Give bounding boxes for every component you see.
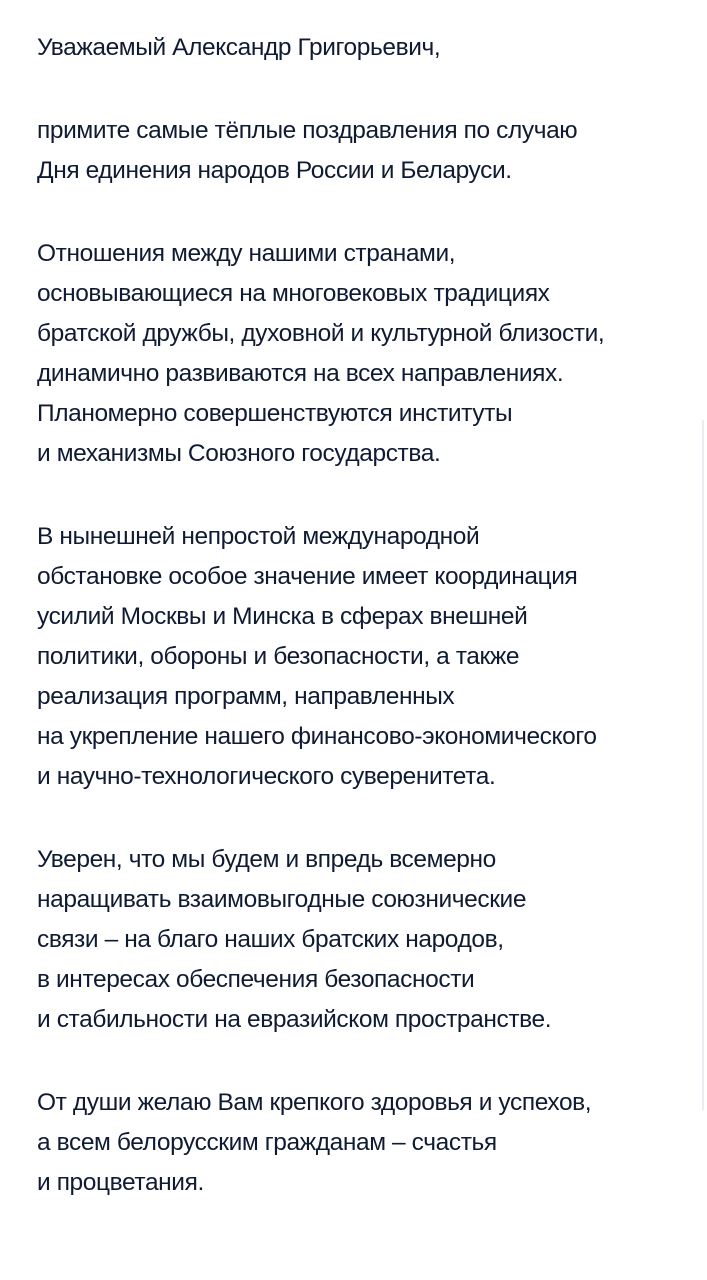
paragraph-gap <box>37 68 697 111</box>
text-line: реализация программ, направленных <box>37 683 455 710</box>
text-line: Дня единения народов России и Беларуси. <box>37 157 512 184</box>
letter-greeting: Уважаемый Александр Григорьевич, <box>37 34 441 61</box>
paragraph-gap <box>37 1040 697 1083</box>
text-line: и механизмы Союзного государства. <box>37 440 441 467</box>
text-line: примите самые тёплые поздравления по случаю <box>37 117 578 144</box>
text-line: на укрепление нашего финансово-экономического <box>37 723 597 750</box>
text-line: братской дружбы, духовной и культурной близости, <box>37 320 605 347</box>
paragraph-gap <box>37 474 697 517</box>
text-line: а всем белорусским гражданам – счастья <box>37 1129 497 1156</box>
text-line: и процветания. <box>37 1169 204 1196</box>
text-line: Отношения между нашими странами, <box>37 240 456 267</box>
text-line: В нынешней непростой международной <box>37 523 480 550</box>
paragraph-coordination <box>37 517 697 797</box>
paragraph-gap <box>37 191 697 234</box>
text-line: и стабильности на евразийском пространстве. <box>37 1006 552 1033</box>
paragraph-confidence <box>37 840 697 1040</box>
text-line: наращивать взаимовыгодные союзнические <box>37 886 527 913</box>
text-line: От души желаю Вам крепкого здоровья и успехов, <box>37 1089 592 1116</box>
text-line: Планомерно совершенствуются институты <box>37 400 513 427</box>
text-line: политики, обороны и безопасности, а также <box>37 643 520 670</box>
paragraph-congratulation <box>37 111 697 191</box>
paragraph-relations <box>37 234 697 474</box>
text-line: динамично развиваются на всех направлениях. <box>37 360 564 387</box>
text-line: Уверен, что мы будем и впредь всемерно <box>37 846 496 873</box>
letter-body <box>37 28 697 1203</box>
text-line: обстановке особое значение имеет координация <box>37 563 578 590</box>
paragraph-wishes <box>37 1083 697 1203</box>
text-line: и научно-технологического суверенитета. <box>37 763 496 790</box>
text-line: в интересах обеспечения безопасности <box>37 966 475 993</box>
text-line: усилий Москвы и Минска в сферах внешней <box>37 603 528 630</box>
text-line: основывающиеся на многовековых традициях <box>37 280 550 307</box>
text-line: связи – на благо наших братских народов, <box>37 926 504 953</box>
paragraph-gap <box>37 797 697 840</box>
scrollbar-track[interactable] <box>702 420 704 1110</box>
